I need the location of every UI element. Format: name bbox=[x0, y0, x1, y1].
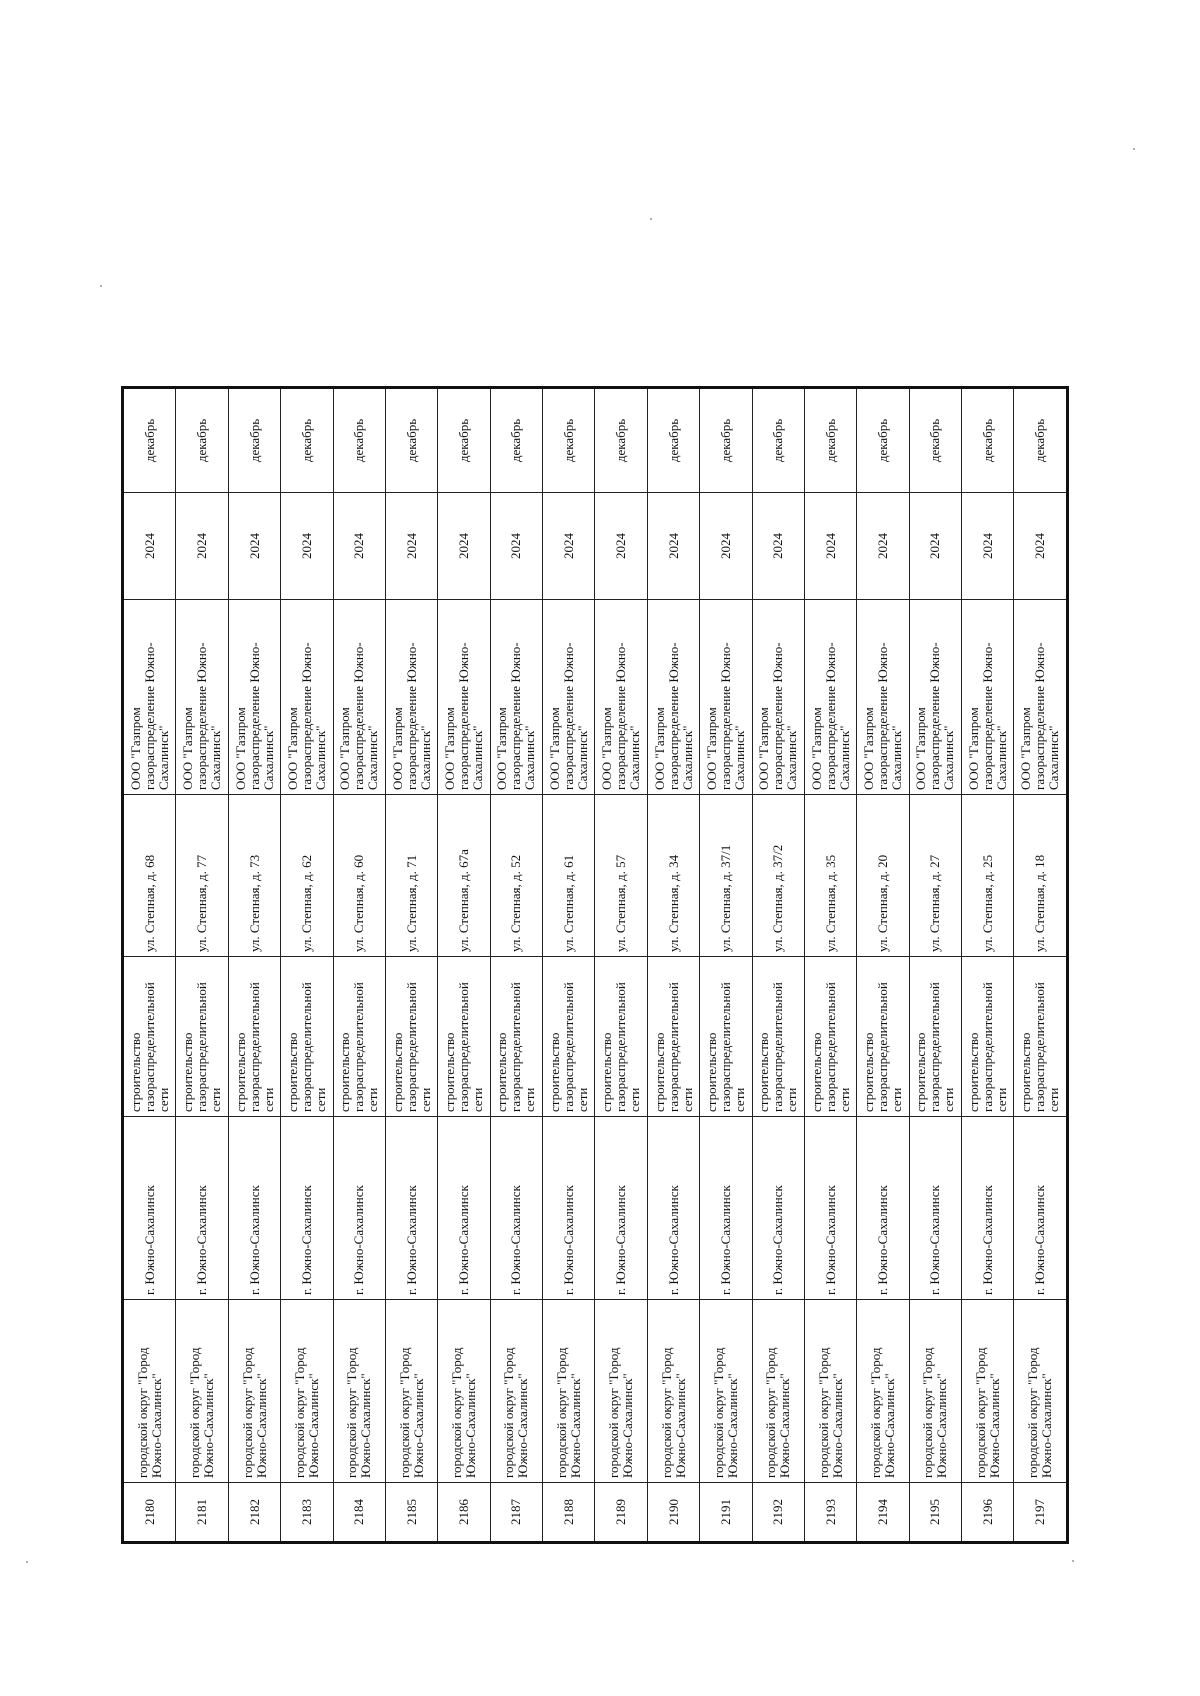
city-cell: г. Южно-Сахалинск bbox=[909, 1117, 961, 1300]
work-type-cell: строительство газораспределительной сети bbox=[490, 957, 542, 1117]
scan-speck bbox=[650, 218, 652, 220]
work-type-cell: строительство газораспределительной сети bbox=[123, 957, 176, 1117]
city-cell: г. Южно-Сахалинск bbox=[647, 1117, 699, 1300]
address-cell: ул. Степная, д. 52 bbox=[490, 795, 542, 957]
month-cell: декабрь bbox=[281, 388, 333, 493]
organization-cell: ООО "Газпром газораспределение Южно-Сахалинск" bbox=[909, 600, 961, 795]
district-cell: городской округ "Город Южно-Сахалинск" bbox=[595, 1300, 647, 1483]
month-cell: декабрь bbox=[804, 388, 856, 493]
year-cell: 2024 bbox=[228, 493, 280, 600]
district-cell: городской округ "Город Южно-Сахалинск" bbox=[909, 1300, 961, 1483]
month-cell: декабрь bbox=[962, 388, 1014, 493]
organization-cell: ООО "Газпром газораспределение Южно-Сахалинск" bbox=[333, 600, 385, 795]
year-cell: 2024 bbox=[595, 493, 647, 600]
month-cell: декабрь bbox=[490, 388, 542, 493]
city-cell: г. Южно-Сахалинск bbox=[595, 1117, 647, 1300]
city-cell: г. Южно-Сахалинск bbox=[438, 1117, 490, 1300]
work-type-cell: строительство газораспределительной сети bbox=[281, 957, 333, 1117]
row-number-cell: 2184 bbox=[333, 1483, 385, 1543]
year-cell: 2024 bbox=[438, 493, 490, 600]
organization-cell: ООО "Газпром газораспределение Южно-Сахалинск" bbox=[438, 600, 490, 795]
organization-cell: ООО "Газпром газораспределение Южно-Сахалинск" bbox=[595, 600, 647, 795]
work-type-cell: строительство газораспределительной сети bbox=[385, 957, 437, 1117]
district-cell: городской округ "Город Южно-Сахалинск" bbox=[647, 1300, 699, 1483]
row-number-cell: 2182 bbox=[228, 1483, 280, 1543]
address-cell: ул. Степная, д. 57 bbox=[595, 795, 647, 957]
address-cell: ул. Степная, д. 73 bbox=[228, 795, 280, 957]
district-cell: городской округ "Город Южно-Сахалинск" bbox=[438, 1300, 490, 1483]
district-cell: городской округ "Город Южно-Сахалинск" bbox=[176, 1300, 228, 1483]
city-cell: г. Южно-Сахалинск bbox=[228, 1117, 280, 1300]
year-cell: 2024 bbox=[752, 493, 804, 600]
year-cell: 2024 bbox=[909, 493, 961, 600]
year-cell: 2024 bbox=[857, 493, 909, 600]
month-cell: декабрь bbox=[543, 388, 595, 493]
work-type-cell: строительство газораспределительной сети bbox=[857, 957, 909, 1117]
year-cell: 2024 bbox=[962, 493, 1014, 600]
table-body bbox=[123, 388, 1068, 1543]
rotated-table-container bbox=[121, 389, 1069, 1544]
year-cell: 2024 bbox=[700, 493, 752, 600]
table-row bbox=[804, 388, 856, 1543]
organization-cell: ООО "Газпром газораспределение Южно-Сахалинск" bbox=[857, 600, 909, 795]
organization-cell: ООО "Газпром газораспределение Южно-Сахалинск" bbox=[1014, 600, 1068, 795]
city-cell: г. Южно-Сахалинск bbox=[1014, 1117, 1068, 1300]
scan-speck bbox=[26, 1561, 28, 1563]
table-row bbox=[962, 388, 1014, 1543]
month-cell: декабрь bbox=[647, 388, 699, 493]
row-number-cell: 2192 bbox=[752, 1483, 804, 1543]
table-row bbox=[595, 388, 647, 1543]
month-cell: декабрь bbox=[385, 388, 437, 493]
organization-cell: ООО "Газпром газораспределение Южно-Сахалинск" bbox=[647, 600, 699, 795]
district-cell: городской округ "Город Южно-Сахалинск" bbox=[962, 1300, 1014, 1483]
city-cell: г. Южно-Сахалинск bbox=[385, 1117, 437, 1300]
row-number-cell: 2193 bbox=[804, 1483, 856, 1543]
city-cell: г. Южно-Сахалинск bbox=[857, 1117, 909, 1300]
year-cell: 2024 bbox=[804, 493, 856, 600]
year-cell: 2024 bbox=[281, 493, 333, 600]
organization-cell: ООО "Газпром газораспределение Южно-Сахалинск" bbox=[700, 600, 752, 795]
work-type-cell: строительство газораспределительной сети bbox=[909, 957, 961, 1117]
organization-cell: ООО "Газпром газораспределение Южно-Сахалинск" bbox=[804, 600, 856, 795]
organization-cell: ООО "Газпром газораспределение Южно-Сахалинск" bbox=[752, 600, 804, 795]
district-cell: городской округ "Город Южно-Сахалинск" bbox=[333, 1300, 385, 1483]
city-cell: г. Южно-Сахалинск bbox=[804, 1117, 856, 1300]
work-type-cell: строительство газораспределительной сети bbox=[595, 957, 647, 1117]
row-number-cell: 2181 bbox=[176, 1483, 228, 1543]
month-cell: декабрь bbox=[333, 388, 385, 493]
city-cell: г. Южно-Сахалинск bbox=[281, 1117, 333, 1300]
address-cell: ул. Степная, д. 60 bbox=[333, 795, 385, 957]
table-row bbox=[333, 388, 385, 1543]
city-cell: г. Южно-Сахалинск bbox=[123, 1117, 176, 1300]
city-cell: г. Южно-Сахалинск bbox=[176, 1117, 228, 1300]
table-row bbox=[1014, 388, 1068, 1543]
row-number-cell: 2195 bbox=[909, 1483, 961, 1543]
row-number-cell: 2187 bbox=[490, 1483, 542, 1543]
year-cell: 2024 bbox=[543, 493, 595, 600]
organization-cell: ООО "Газпром газораспределение Южно-Сахалинск" bbox=[176, 600, 228, 795]
address-cell: ул. Степная, д. 68 bbox=[123, 795, 176, 957]
organization-cell: ООО "Газпром газораспределение Южно-Сахалинск" bbox=[385, 600, 437, 795]
year-cell: 2024 bbox=[176, 493, 228, 600]
address-cell: ул. Степная, д. 77 bbox=[176, 795, 228, 957]
work-type-cell: строительство газораспределительной сети bbox=[752, 957, 804, 1117]
address-cell: ул. Степная, д. 37/1 bbox=[700, 795, 752, 957]
table-row bbox=[385, 388, 437, 1543]
city-cell: г. Южно-Сахалинск bbox=[962, 1117, 1014, 1300]
table-row bbox=[176, 388, 228, 1543]
district-cell: городской округ "Город Южно-Сахалинск" bbox=[857, 1300, 909, 1483]
work-type-cell: строительство газораспределительной сети bbox=[1014, 957, 1068, 1117]
scan-speck bbox=[1133, 148, 1135, 150]
year-cell: 2024 bbox=[490, 493, 542, 600]
organization-cell: ООО "Газпром газораспределение Южно-Сахалинск" bbox=[123, 600, 176, 795]
table-row bbox=[647, 388, 699, 1543]
table-row bbox=[123, 388, 176, 1543]
district-cell: городской округ "Город Южно-Сахалинск" bbox=[281, 1300, 333, 1483]
row-number-cell: 2186 bbox=[438, 1483, 490, 1543]
address-cell: ул. Степная, д. 34 bbox=[647, 795, 699, 957]
work-type-cell: строительство газораспределительной сети bbox=[333, 957, 385, 1117]
address-cell: ул. Степная, д. 20 bbox=[857, 795, 909, 957]
work-type-cell: строительство газораспределительной сети bbox=[543, 957, 595, 1117]
scan-speck bbox=[1072, 1560, 1074, 1562]
city-cell: г. Южно-Сахалинск bbox=[752, 1117, 804, 1300]
row-number-cell: 2196 bbox=[962, 1483, 1014, 1543]
organization-cell: ООО "Газпром газораспределение Южно-Сахалинск" bbox=[962, 600, 1014, 795]
year-cell: 2024 bbox=[123, 493, 176, 600]
table-row bbox=[228, 388, 280, 1543]
district-cell: городской округ "Город Южно-Сахалинск" bbox=[123, 1300, 176, 1483]
work-type-cell: строительство газораспределительной сети bbox=[647, 957, 699, 1117]
work-type-cell: строительство газораспределительной сети bbox=[438, 957, 490, 1117]
month-cell: декабрь bbox=[176, 388, 228, 493]
work-type-cell: строительство газораспределительной сети bbox=[804, 957, 856, 1117]
organization-cell: ООО "Газпром газораспределение Южно-Сахалинск" bbox=[543, 600, 595, 795]
month-cell: декабрь bbox=[1014, 388, 1068, 493]
year-cell: 2024 bbox=[647, 493, 699, 600]
table-row bbox=[700, 388, 752, 1543]
work-type-cell: строительство газораспределительной сети bbox=[962, 957, 1014, 1117]
table-row bbox=[490, 388, 542, 1543]
year-cell: 2024 bbox=[333, 493, 385, 600]
row-number-cell: 2188 bbox=[543, 1483, 595, 1543]
month-cell: декабрь bbox=[857, 388, 909, 493]
scan-speck bbox=[100, 285, 102, 287]
organization-cell: ООО "Газпром газораспределение Южно-Сахалинск" bbox=[281, 600, 333, 795]
district-cell: городской округ "Город Южно-Сахалинск" bbox=[385, 1300, 437, 1483]
table-row bbox=[857, 388, 909, 1543]
address-cell: ул. Степная, д. 35 bbox=[804, 795, 856, 957]
address-cell: ул. Степная, д. 71 bbox=[385, 795, 437, 957]
table-row bbox=[281, 388, 333, 1543]
district-cell: городской округ "Город Южно-Сахалинск" bbox=[804, 1300, 856, 1483]
year-cell: 2024 bbox=[1014, 493, 1068, 600]
work-type-cell: строительство газораспределительной сети bbox=[700, 957, 752, 1117]
month-cell: декабрь bbox=[228, 388, 280, 493]
year-cell: 2024 bbox=[385, 493, 437, 600]
address-cell: ул. Степная, д. 37/2 bbox=[752, 795, 804, 957]
row-number-cell: 2191 bbox=[700, 1483, 752, 1543]
city-cell: г. Южно-Сахалинск bbox=[700, 1117, 752, 1300]
work-type-cell: строительство газораспределительной сети bbox=[176, 957, 228, 1117]
table-row bbox=[909, 388, 961, 1543]
month-cell: декабрь bbox=[752, 388, 804, 493]
work-type-cell: строительство газораспределительной сети bbox=[228, 957, 280, 1117]
row-number-cell: 2183 bbox=[281, 1483, 333, 1543]
organization-cell: ООО "Газпром газораспределение Южно-Сахалинск" bbox=[228, 600, 280, 795]
row-number-cell: 2197 bbox=[1014, 1483, 1068, 1543]
row-number-cell: 2180 bbox=[123, 1483, 176, 1543]
district-cell: городской округ "Город Южно-Сахалинск" bbox=[228, 1300, 280, 1483]
district-cell: городской округ "Город Южно-Сахалинск" bbox=[1014, 1300, 1068, 1483]
month-cell: декабрь bbox=[595, 388, 647, 493]
register-table bbox=[121, 386, 1069, 1544]
address-cell: ул. Степная, д. 27 bbox=[909, 795, 961, 957]
row-number-cell: 2189 bbox=[595, 1483, 647, 1543]
row-number-cell: 2190 bbox=[647, 1483, 699, 1543]
address-cell: ул. Степная, д. 18 bbox=[1014, 795, 1068, 957]
organization-cell: ООО "Газпром газораспределение Южно-Сахалинск" bbox=[490, 600, 542, 795]
row-number-cell: 2185 bbox=[385, 1483, 437, 1543]
district-cell: городской округ "Город Южно-Сахалинск" bbox=[752, 1300, 804, 1483]
table-row bbox=[752, 388, 804, 1543]
city-cell: г. Южно-Сахалинск bbox=[333, 1117, 385, 1300]
district-cell: городской округ "Город Южно-Сахалинск" bbox=[700, 1300, 752, 1483]
city-cell: г. Южно-Сахалинск bbox=[490, 1117, 542, 1300]
table-row bbox=[543, 388, 595, 1543]
address-cell: ул. Степная, д. 62 bbox=[281, 795, 333, 957]
month-cell: декабрь bbox=[700, 388, 752, 493]
month-cell: декабрь bbox=[909, 388, 961, 493]
table-row bbox=[438, 388, 490, 1543]
address-cell: ул. Степная, д. 61 bbox=[543, 795, 595, 957]
month-cell: декабрь bbox=[438, 388, 490, 493]
district-cell: городской округ "Город Южно-Сахалинск" bbox=[543, 1300, 595, 1483]
row-number-cell: 2194 bbox=[857, 1483, 909, 1543]
city-cell: г. Южно-Сахалинск bbox=[543, 1117, 595, 1300]
district-cell: городской округ "Город Южно-Сахалинск" bbox=[490, 1300, 542, 1483]
address-cell: ул. Степная, д. 25 bbox=[962, 795, 1014, 957]
month-cell: декабрь bbox=[123, 388, 176, 493]
address-cell: ул. Степная, д. 67а bbox=[438, 795, 490, 957]
